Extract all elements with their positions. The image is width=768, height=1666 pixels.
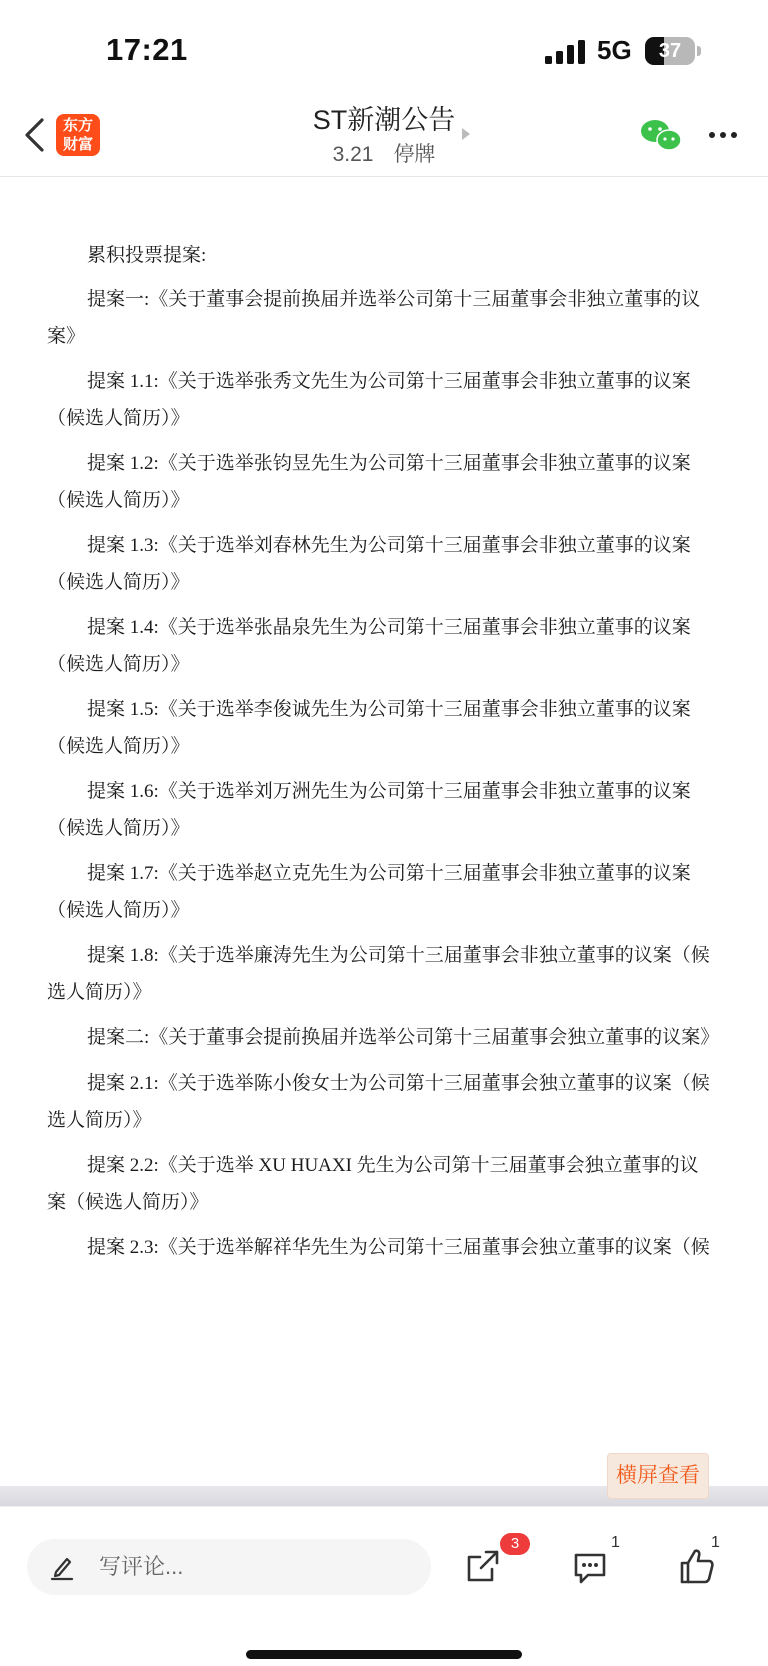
comment-input[interactable]: [27, 1539, 431, 1595]
network-type: 5G: [597, 35, 632, 65]
doc-paragraph: 提案 2.1:《关于选举陈小俊女士为公司第十三届董事会独立董事的议案（候选人简历）》: [47, 1073, 710, 1131]
like-count: 1: [711, 1534, 720, 1551]
doc-paragraph: 提案 2.2:《关于选举 XU HUAXI 先生为公司第十三届董事会独立董事的议案（候选人简历）》: [47, 1155, 699, 1213]
share-count-badge: 3: [500, 1533, 530, 1555]
doc-paragraph: 提案 1.1:《关于选举张秀文先生为公司第十三届董事会非独立董事的议案（候选人简历）》: [47, 371, 691, 429]
stock-price: 3.21: [332, 143, 374, 166]
wechat-share-icon[interactable]: [640, 118, 682, 152]
doc-paragraph: 累积投票提案:: [87, 245, 207, 266]
comment-icon[interactable]: [572, 1551, 608, 1585]
home-indicator: [246, 1650, 522, 1659]
stock-status: 停牌: [393, 143, 436, 166]
battery-level: 37: [658, 40, 682, 62]
status-time: 17:21: [106, 32, 188, 67]
doc-paragraph: 提案 2.3:《关于选举解祥华先生为公司第十三届董事会独立董事的议案（候: [87, 1237, 710, 1258]
doc-paragraph: 提案 1.6:《关于选举刘万洲先生为公司第十三届董事会非独立董事的议案（候选人简历）》: [47, 781, 691, 839]
comment-placeholder: 写评论...: [99, 1554, 184, 1579]
logo-text-bottom: 财富: [62, 136, 93, 153]
pencil-icon: [49, 1553, 75, 1581]
doc-paragraph: 提案 1.2:《关于选举张钧昱先生为公司第十三届董事会非独立董事的议案（候选人简历）》: [47, 453, 691, 511]
announcement-document[interactable]: [0, 177, 768, 1480]
play-triangle-icon: [462, 128, 470, 140]
doc-paragraph: 提案二:《关于董事会提前换届并选举公司第十三届董事会独立董事的议案》: [87, 1027, 720, 1048]
doc-paragraph: 提案 1.4:《关于选举张晶泉先生为公司第十三届董事会非独立董事的议案（候选人简历）》: [47, 617, 691, 675]
thumbs-up-icon[interactable]: [679, 1547, 715, 1585]
share-icon[interactable]: [466, 1549, 500, 1583]
doc-paragraph: 提案 1.3:《关于选举刘春林先生为公司第十三届董事会非独立董事的议案（候选人简历）》: [47, 535, 691, 593]
doc-paragraph: 提案一:《关于董事会提前换届并选举公司第十三届董事会非独立董事的议案》: [47, 289, 701, 347]
signal-icon: [545, 40, 585, 64]
page-title: ST新潮公告: [312, 105, 456, 135]
doc-paragraph: 提案 1.7:《关于选举赵立克先生为公司第十三届董事会非独立董事的议案（候选人简历）》: [47, 863, 691, 921]
comment-count: 1: [611, 1534, 620, 1551]
nav-header: [0, 96, 768, 177]
logo-text-top: 东方: [62, 117, 93, 134]
stock-subtitle[interactable]: [333, 140, 436, 170]
doc-paragraph: 提案 1.5:《关于选举李俊诚先生为公司第十三届董事会非独立董事的议案（候选人简历）》: [47, 699, 691, 757]
more-options-icon[interactable]: [708, 130, 738, 140]
battery-icon: [645, 37, 701, 65]
bottom-action-bar: [0, 1506, 768, 1666]
doc-paragraph: 提案 1.8:《关于选举廉涛先生为公司第十三届董事会非独立董事的议案（候选人简历）》: [47, 945, 710, 1003]
landscape-view-button[interactable]: 横屏查看: [607, 1453, 709, 1499]
status-bar: [0, 0, 768, 100]
